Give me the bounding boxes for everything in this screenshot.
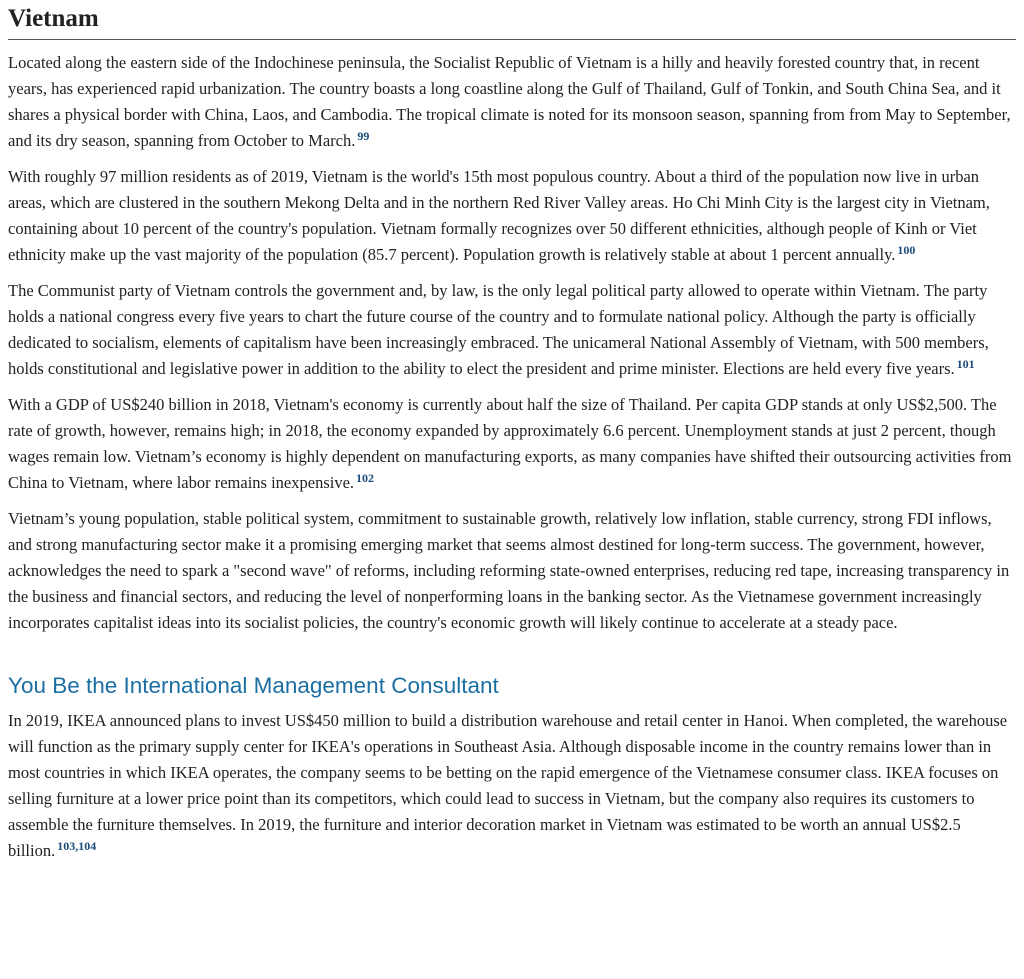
page-title: Vietnam [8,4,1016,40]
article [0,4,1024,864]
footnote-link[interactable]: 103,104 [57,838,97,853]
footnote-link[interactable]: 99 [357,128,370,143]
paragraph-text: In 2019, IKEA announced plans to invest US$450 million to build a distribution warehouse and retail center in Hanoi. When completed, the warehouse will function as the primary supply center for IKEA's operations in Southeast Asia. Although disposable income in the country remains lower than in most countries in which IKEA operates, the company seems to be betting on the rapid emergence of the Vietnamese consumer class. IKEA focuses on selling furniture at a lower price point than its competitors, which could lead to success in Vietnam, but the company also requires its customers to assemble the furniture themselves. In 2019, the furniture and interior decoration market in Vietnam was estimated to be worth an annual US$2.5 billion. [8,711,1008,860]
paragraph-consultant [8,708,1016,864]
footnote-link[interactable]: 102 [356,470,375,485]
paragraph-geography [8,50,1016,154]
paragraph-text: Located along the eastern side of the Indochinese peninsula, the Socialist Republic of Vietnam is a hilly and heavily forested country that, in recent years, has experienced rapid urbanization. The country boasts a long coastline along the Gulf of Thailand, Gulf of Tonkin, and South China Sea, and it shares a physical border with China, Laos, and Cambodia. The tropical climate is noted for its monsoon season, spanning from from May to September, and its dry season, spanning from October to March. [8,53,1011,150]
paragraph-text: The Communist party of Vietnam controls the government and, by law, is the only legal political party allowed to operate within Vietnam. The party holds a national congress every five years to chart the future course of the country and to formulate national policy. Although the party is officially dedicated to socialism, elements of capitalism have been increasingly embraced. The unicameral National Assembly of Vietnam, with 500 members, holds constitutional and legislative power in addition to the ability to elect the president and prime minister. Elections are held every five years. [8,281,989,378]
paragraph-population [8,164,1016,268]
section-heading: You Be the International Management Consultant [8,673,499,698]
footnote-link[interactable]: 100 [897,242,916,257]
paragraph-text: Vietnam’s young population, stable political system, commitment to sustainable growth, relatively low inflation, stable currency, strong FDI inflows, and strong manufacturing sector make it a promising emerging market that seems almost destined for long-term success. The government, however, acknowledges the need to spark a "second wave" of reforms, including reforming state-owned enterprises, reducing red tape, increasing transparency in the business and financial sectors, and reducing the level of nonperforming loans in the banking sector. As the Vietnamese government increasingly incorporates capitalist ideas into its socialist policies, the country's economic growth will likely continue to accelerate at a steady pace. [8,509,1010,632]
paragraph-economy [8,392,1016,496]
paragraph-text: With roughly 97 million residents as of 2019, Vietnam is the world's 15th most populous country. About a third of the population now live in urban areas, which are clustered in the southern Mekong Delta and in the northern Red River Valley areas. Ho Chi Minh City is the largest city in Vietnam, containing about 10 percent of the country's population. Vietnam formally recognizes over 50 different ethnicities, although people of Kinh or Viet ethnicity make up the vast majority of the population (85.7 percent). Population growth is relatively stable at about 1 percent annually. [8,167,990,264]
paragraph-text: With a GDP of US$240 billion in 2018, Vietnam's economy is currently about half the size of Thailand. Per capita GDP stands at only US$2,500. The rate of growth, however, remains high; in 2018, the economy expanded by approximately 6.6 percent. Unemployment stands at just 2 percent, though wages remain low. Vietnam’s economy is highly dependent on manufacturing exports, as many companies have shifted their outsourcing activities from China to Vietnam, where labor remains inexpensive. [8,395,1012,492]
paragraph-government [8,278,1016,382]
footnote-link[interactable]: 101 [956,356,975,371]
paragraph-outlook [8,506,1016,636]
